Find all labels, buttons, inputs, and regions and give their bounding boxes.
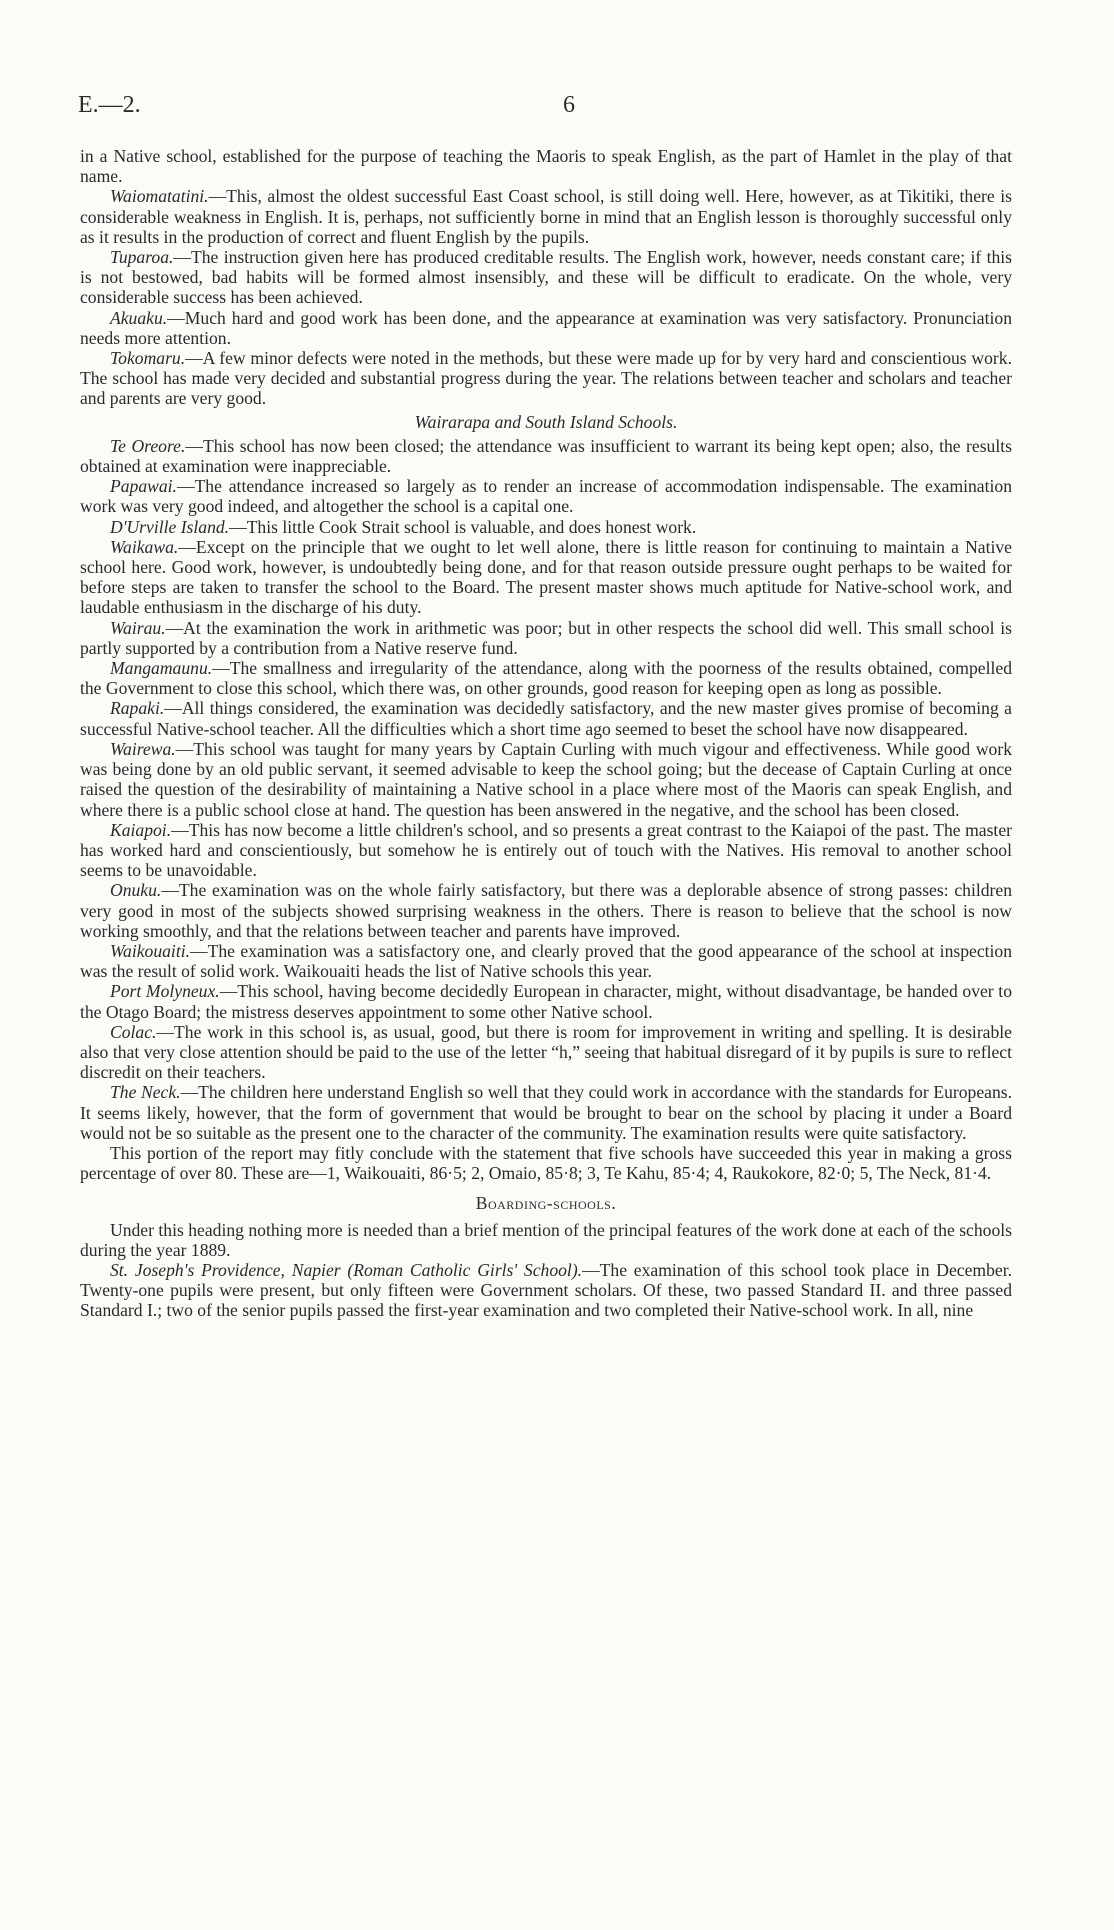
- school-name: Rapaki.: [110, 698, 165, 719]
- document-code: E.—2.: [78, 92, 141, 118]
- paragraph-text: —This school was taught for many years by Captain Curling with much vigour and effectiveness. While good work was being done by an old public servant, it seemed advisable to keep the school going; but the decease of Captain Curling at once raised the question of the desirability of maintaining a Native school in a place where most of the Maoris can speak English, and where there is a public school close at hand. The question has been answered in the negative, and the school has been closed.: [80, 738, 1012, 820]
- paragraph: [80, 941, 1012, 981]
- paragraph: [80, 658, 1012, 698]
- school-name: Waiomatatini.: [110, 186, 209, 207]
- paragraph: [80, 1143, 1012, 1183]
- school-name: Onuku.: [110, 880, 162, 901]
- school-name: Waikouaiti.: [110, 940, 190, 961]
- paragraph-text: —This school has now been closed; the attendance was insufficient to warrant its being kept open; also, the results obtained at examination were inappreciable.: [80, 435, 1012, 477]
- paragraph: [80, 618, 1012, 658]
- paragraph-text: —A few minor defects were noted in the methods, but these were made up for by very hard and conscientious work. The school has made very decided and substantial progress during the year. The relations between teacher and scholars and teacher and parents are very good.: [80, 348, 1012, 409]
- document-body: [80, 146, 1012, 1321]
- boarding-schools-heading: Boarding-schools.: [475, 1193, 617, 1214]
- paragraph: [80, 1082, 1012, 1143]
- paragraph: [80, 739, 1012, 820]
- school-name: Papawai.: [110, 476, 177, 497]
- page-number: 6: [563, 92, 575, 118]
- boarding-schools-section: [80, 1220, 1012, 1321]
- school-name: Akuaku.: [110, 307, 168, 328]
- paragraph: [80, 247, 1012, 308]
- school-name: Mangamaunu.: [110, 658, 213, 679]
- paragraph: [80, 537, 1012, 618]
- school-name: Colac.: [110, 1021, 157, 1042]
- page-header: [78, 92, 1036, 126]
- school-name: Tuparoa.: [110, 247, 174, 268]
- south-island-section: [80, 436, 1012, 1184]
- paragraph: [80, 1260, 1012, 1321]
- paragraph: [80, 146, 1012, 186]
- paragraph: [80, 698, 1012, 738]
- paragraph: [80, 517, 1012, 537]
- paragraph-text: —Much hard and good work has been done, and the appearance at examination was very satisfactory. Pronunciation needs more attention.: [80, 307, 1012, 348]
- paragraph-text: This portion of the report may fitly conclude with the statement that five schools have succeeded this year in making a gross percentage of over 80. These are—1, Waikouaiti, 86·5; 2, Omaio, 85·8; 3, Te Kahu, 85·4; 4, Raukokore, 82·0; 5, The Neck, 81·4.: [80, 1142, 1012, 1184]
- paragraph-text: —The instruction given here has produced creditable results. The English work, however, needs constant care; if this is not bestowed, bad habits will be formed almost insensibly, and these will be difficult to eradicate. On the whole, very considerable success has been achieved.: [80, 247, 1012, 308]
- paragraph-text: —All things considered, the examination was decidedly satisfactory, and the new master gives promise of becoming a successful Native-school teacher. All the difficulties which a short time ago seemed to beset the school have now disappeared.: [80, 698, 1012, 739]
- school-name: Port Molyneux.: [110, 981, 220, 1002]
- paragraph-text: —The examination was on the whole fairly satisfactory, but there was a deplorable absence of strong passes: children very good in most of the subjects showed surprising weakness in the others. There is reason to believe that the school is now working smoothly, and that the relations between teacher and parents have improved.: [80, 880, 1012, 941]
- school-name: Wairewa.: [110, 738, 176, 759]
- paragraph-text: —The smallness and irregularity of the attendance, along with the poorness of the results obtained, compelled the Government to close this school, which there was, on other grounds, good reason for keeping open as long as possible.: [80, 658, 1012, 699]
- east-coast-section: [80, 146, 1012, 409]
- paragraph-text: in a Native school, established for the purpose of teaching the Maoris to speak English, as the part of Hamlet in the play of that name.: [80, 146, 1012, 187]
- paragraph: [80, 981, 1012, 1021]
- paragraph-text: —The examination of this school took place in December. Twenty-one pupils were present, but only fifteen were Government scholars. Of these, two passed Standard II. and three passed Standard I.; two of the senior pupils passed the first-year examination and two completed their Native-school work. In all, nine: [80, 1259, 1012, 1321]
- paragraph: [80, 1022, 1012, 1083]
- paragraph-text: —The attendance increased so largely as to render an increase of accommodation indispensable. The examination work was very good indeed, and altogether the school is a capital one.: [80, 476, 1012, 517]
- school-name: Tokomaru.: [110, 348, 186, 369]
- school-name: D'Urville Island.: [110, 516, 230, 537]
- paragraph-text: Under this heading nothing more is needed than a brief mention of the principal features of the work done at each of the schools during the year 1889.: [80, 1219, 1012, 1260]
- paragraph: [80, 436, 1012, 476]
- paragraph: [80, 308, 1012, 348]
- paragraph: [80, 1220, 1012, 1260]
- school-name: Wairau.: [110, 617, 166, 638]
- school-name: St. Joseph's Providence, Napier (Roman Catholic Girls' School).: [110, 1259, 583, 1280]
- paragraph: [80, 186, 1012, 247]
- paragraph: [80, 880, 1012, 941]
- school-name: Te Oreore.: [110, 435, 186, 456]
- paragraph-text: —This school, having become decidedly European in character, might, without disadvantage, be handed over to the Otago Board; the mistress deserves appointment to some other Native school.: [80, 981, 1012, 1022]
- paragraph-text: —This has now become a little children's school, and so presents a great contrast to the Kaiapoi of the past. The master has worked hard and conscientiously, but somehow he is entirely out of touch with the Natives. His removal to another school seems to be unavoidable.: [80, 819, 1012, 881]
- section-subheading: Wairarapa and South Island Schools.: [414, 411, 678, 432]
- paragraph-text: —The examination was a satisfactory one, and clearly proved that the good appearance of the school at inspection was the result of solid work. Waikouaiti heads the list of Native schools this year.: [80, 940, 1012, 982]
- paragraph-text: —Except on the principle that we ought to let well alone, there is little reason for continuing to maintain a Native school here. Good work, however, is undoubtedly being done, and for that reason outside pressure ought perhaps to be waited for before steps are taken to transfer the school to the Board. The present master shows much aptitude for Native-school work, and laudable enthusiasm in the discharge of his duty.: [80, 536, 1012, 618]
- paragraph: [80, 820, 1012, 881]
- school-name: Kaiapoi.: [110, 819, 172, 840]
- paragraph-text: —This, almost the oldest successful East Coast school, is still doing well. Here, however, as at Tikitiki, there is considerable weakness in English. It is, perhaps, not sufficiently borne in mind that an English lesson is thoroughly successful only as it results in the production of correct and fluent English by the pupils.: [80, 186, 1012, 247]
- school-name: The Neck.: [110, 1082, 181, 1103]
- paragraph-text: —This little Cook Strait school is valuable, and does honest work.: [229, 516, 697, 537]
- paragraph: [80, 348, 1012, 409]
- school-name: Waikawa.: [110, 536, 179, 557]
- paragraph-text: —At the examination the work in arithmetic was poor; but in other respects the school did well. This small school is partly supported by a contribution from a Native reserve fund.: [80, 617, 1012, 658]
- paragraph-text: —The work in this school is, as usual, good, but there is room for improvement in writing and spelling. It is desirable also that very close attention should be paid to the use of the letter “h,” seeing that habitual disregard of it by pupils is sure to reflect discredit on their teachers.: [80, 1021, 1012, 1083]
- paragraph-text: —The children here understand English so well that they could work in accordance with the standards for Europeans. It seems likely, however, that the form of government that would be brought to bear on the school by placing it under a Board would not be so suitable as the present one to the character of the community. The examination results were quite satisfactory.: [80, 1082, 1012, 1143]
- paragraph: [80, 476, 1012, 516]
